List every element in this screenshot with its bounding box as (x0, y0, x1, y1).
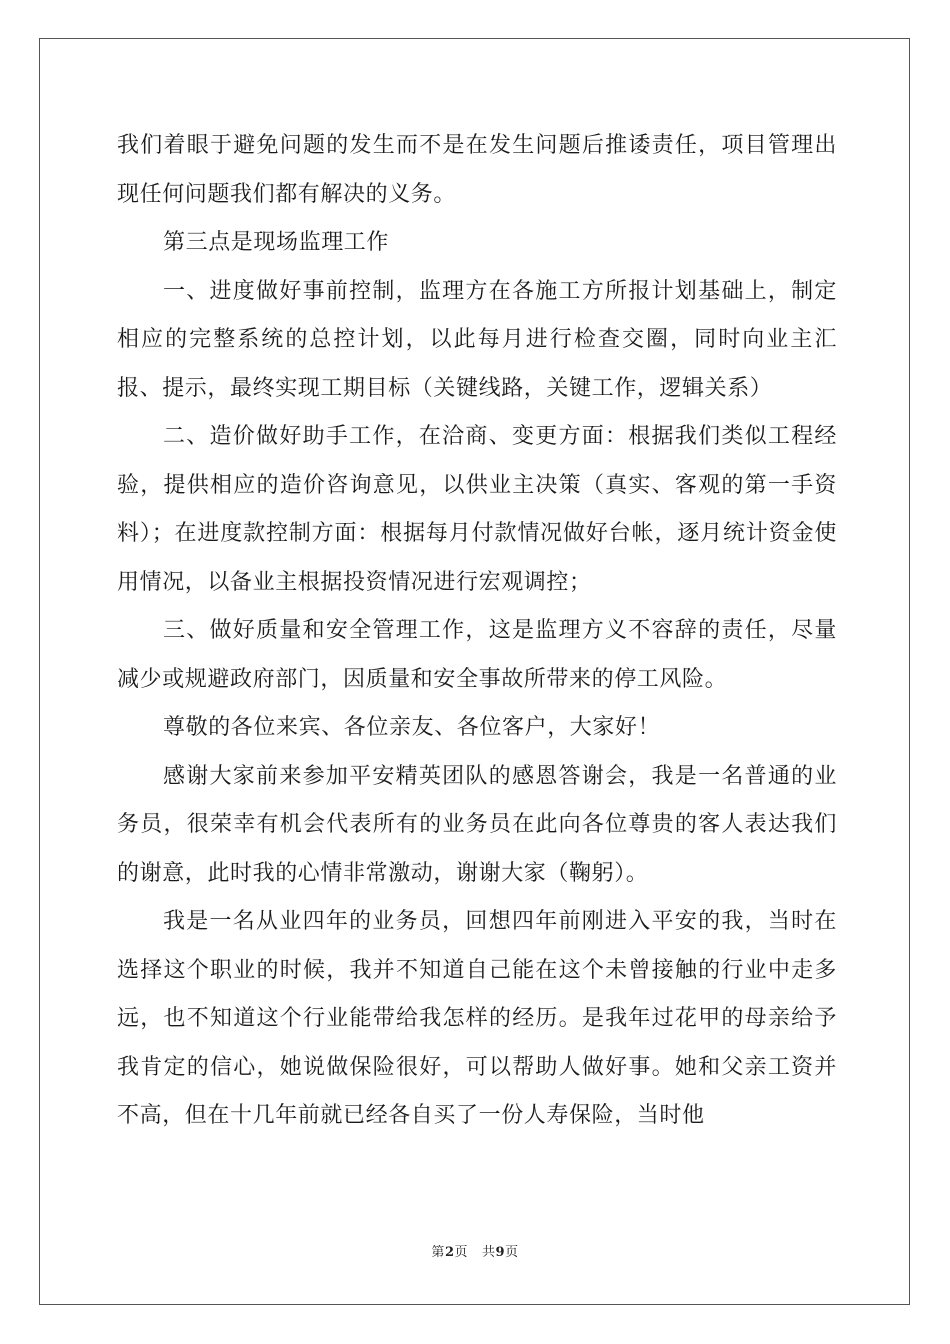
paragraph-7: 感谢大家前来参加平安精英团队的感恩答谢会，我是一名普通的业务员，很荣幸有机会代表所有的业务员在此向各位尊贵的客人表达我们的谢意，此时我的心情非常激动，谢谢大家（鞠躬）。 (117, 763, 837, 886)
total-prefix: 共 (482, 1245, 496, 1260)
page-prefix: 第 (431, 1245, 445, 1260)
paragraph-1: 我们着眼于避免问题的发生而不是在发生问题后推诿责任，项目管理出现任何问题我们都有解决的义务。 (117, 133, 837, 207)
paragraph-3: 一、进度做好事前控制，监理方在各施工方所报计划基础上，制定相应的完整系统的总控计划，以此每月进行检查交圈，同时向业主汇报、提示，最终实现工期目标（关键线路，关键工作，逻辑关系） (117, 278, 837, 401)
page-suffix: 页 (454, 1245, 468, 1260)
total-suffix: 页 (505, 1245, 519, 1260)
total-pages: 9 (495, 1245, 506, 1260)
paragraph-5: 三、做好质量和安全管理工作，这是监理方义不容辞的责任，尽量减少或规避政府部门，因质量和安全事故所带来的停工风险。 (117, 618, 837, 692)
paragraph-8: 我是一名从业四年的业务员，回想四年前刚进入平安的我，当时在选择这个职业的时候，我并不知道自己能在这个未曾接触的行业中走多远，也不知道这个行业能带给我怎样的经历。是我年过花甲的母亲给予我肯定的信心，她说做保险很好，可以帮助人做好事。她和父亲工资并不高，但在十几年前就已经各自买了一份人寿保险，当时他 (117, 909, 837, 1128)
paragraph-4: 二、造价做好助手工作，在洽商、变更方面：根据我们类似工程经验，提供相应的造价咨询意见，以供业主决策（真实、客观的第一手资料）；在进度款控制方面：根据每月付款情况做好台帐，逐月统计资金使用情况，以备业主根据投资情况进行宏观调控； (117, 424, 837, 595)
page-footer (0, 1241, 950, 1260)
page-number: 2 (444, 1245, 455, 1260)
document-body (117, 122, 837, 1141)
paragraph-2: 第三点是现场监理工作 (163, 230, 390, 255)
paragraph-6: 尊敬的各位来宾、各位亲友、各位客户，大家好！ (163, 715, 661, 740)
